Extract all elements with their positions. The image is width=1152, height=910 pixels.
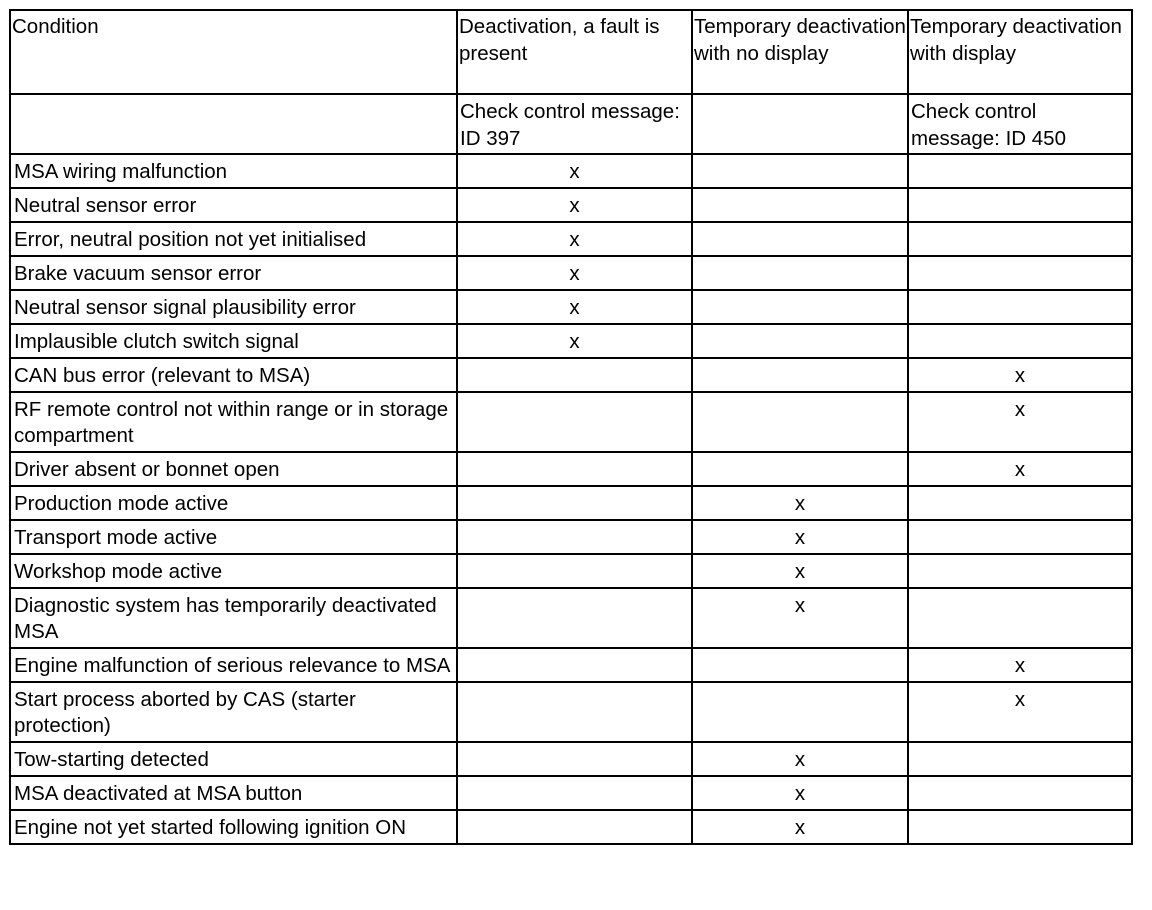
row-fault-present-mark: x: [457, 324, 692, 358]
row-fault-present-mark: [457, 648, 692, 682]
row-condition: Engine not yet started following ignition ON: [10, 810, 457, 844]
row-temporary-with-display-mark: [908, 222, 1132, 256]
row-temporary-no-display-mark: x: [692, 810, 908, 844]
row-fault-present-mark: [457, 742, 692, 776]
table-row: [10, 452, 1132, 486]
row-condition: Brake vacuum sensor error: [10, 256, 457, 290]
header-temporary-with-display: Temporary deactivation with display: [908, 10, 1132, 94]
row-condition: Neutral sensor signal plausibility error: [10, 290, 457, 324]
row-temporary-no-display-mark: [692, 188, 908, 222]
row-temporary-with-display-mark: [908, 188, 1132, 222]
row-temporary-no-display-mark: [692, 452, 908, 486]
row-temporary-with-display-mark: [908, 324, 1132, 358]
row-temporary-with-display-mark: [908, 486, 1132, 520]
row-temporary-no-display-mark: x: [692, 776, 908, 810]
row-condition: Error, neutral position not yet initialised: [10, 222, 457, 256]
table-row: [10, 188, 1132, 222]
row-fault-present-mark: x: [457, 256, 692, 290]
row-temporary-with-display-mark: [908, 290, 1132, 324]
row-fault-present-mark: x: [457, 154, 692, 188]
row-condition: Diagnostic system has temporarily deactivated MSA: [10, 588, 457, 648]
row-temporary-with-display-mark: [908, 520, 1132, 554]
row-temporary-no-display-mark: [692, 648, 908, 682]
table-row: [10, 256, 1132, 290]
row-temporary-with-display-mark: x: [908, 648, 1132, 682]
row-condition: CAN bus error (relevant to MSA): [10, 358, 457, 392]
row-condition: RF remote control not within range or in storage compartment: [10, 392, 457, 452]
row-temporary-no-display-mark: [692, 222, 908, 256]
row-condition: Start process aborted by CAS (starter protection): [10, 682, 457, 742]
row-fault-present-mark: [457, 776, 692, 810]
subheader-temporary-no-display: [692, 94, 908, 154]
row-temporary-with-display-mark: [908, 742, 1132, 776]
table-row: [10, 648, 1132, 682]
row-temporary-no-display-mark: x: [692, 520, 908, 554]
row-condition: Driver absent or bonnet open: [10, 452, 457, 486]
row-temporary-no-display-mark: [692, 256, 908, 290]
row-temporary-with-display-mark: x: [908, 358, 1132, 392]
row-temporary-no-display-mark: [692, 290, 908, 324]
msa-deactivation-table: [9, 9, 1133, 845]
table-row: [10, 154, 1132, 188]
row-condition: MSA deactivated at MSA button: [10, 776, 457, 810]
table-row: [10, 290, 1132, 324]
row-temporary-no-display-mark: [692, 682, 908, 742]
table-row: [10, 392, 1132, 452]
table-body: [10, 10, 1132, 844]
row-temporary-with-display-mark: [908, 588, 1132, 648]
subheader-fault-present: Check control message: ID 397: [457, 94, 692, 154]
subheader-temporary-with-display: Check control message: ID 450: [908, 94, 1132, 154]
row-condition: Production mode active: [10, 486, 457, 520]
row-temporary-no-display-mark: x: [692, 486, 908, 520]
table-row: [10, 520, 1132, 554]
table-row: [10, 222, 1132, 256]
row-temporary-no-display-mark: [692, 358, 908, 392]
row-fault-present-mark: x: [457, 188, 692, 222]
table-row: [10, 742, 1132, 776]
row-condition: MSA wiring malfunction: [10, 154, 457, 188]
row-temporary-with-display-mark: [908, 810, 1132, 844]
row-condition: Transport mode active: [10, 520, 457, 554]
row-temporary-with-display-mark: [908, 256, 1132, 290]
table-row: [10, 682, 1132, 742]
subheader-row: [10, 94, 1132, 154]
header-temporary-no-display: Temporary deactivation with no display: [692, 10, 908, 94]
row-fault-present-mark: [457, 486, 692, 520]
table-row: [10, 358, 1132, 392]
row-temporary-with-display-mark: x: [908, 682, 1132, 742]
row-fault-present-mark: x: [457, 290, 692, 324]
row-fault-present-mark: x: [457, 222, 692, 256]
row-temporary-no-display-mark: [692, 324, 908, 358]
row-condition: Tow-starting detected: [10, 742, 457, 776]
table-row: [10, 554, 1132, 588]
row-condition: Neutral sensor error: [10, 188, 457, 222]
row-temporary-with-display-mark: [908, 776, 1132, 810]
row-fault-present-mark: [457, 520, 692, 554]
row-fault-present-mark: [457, 554, 692, 588]
row-condition: Implausible clutch switch signal: [10, 324, 457, 358]
table-row: [10, 486, 1132, 520]
row-fault-present-mark: [457, 810, 692, 844]
row-fault-present-mark: [457, 682, 692, 742]
row-temporary-with-display-mark: [908, 154, 1132, 188]
table-row: [10, 776, 1132, 810]
table-row: [10, 588, 1132, 648]
header-row: [10, 10, 1132, 94]
row-temporary-no-display-mark: x: [692, 742, 908, 776]
row-temporary-no-display-mark: x: [692, 588, 908, 648]
row-condition: Workshop mode active: [10, 554, 457, 588]
table-row: [10, 324, 1132, 358]
table-row: [10, 810, 1132, 844]
row-temporary-with-display-mark: [908, 554, 1132, 588]
row-condition: Engine malfunction of serious relevance to MSA: [10, 648, 457, 682]
row-fault-present-mark: [457, 358, 692, 392]
row-fault-present-mark: [457, 392, 692, 452]
row-fault-present-mark: [457, 452, 692, 486]
subheader-condition: [10, 94, 457, 154]
row-fault-present-mark: [457, 588, 692, 648]
row-temporary-with-display-mark: x: [908, 452, 1132, 486]
row-temporary-no-display-mark: x: [692, 554, 908, 588]
row-temporary-with-display-mark: x: [908, 392, 1132, 452]
header-condition: Condition: [10, 10, 457, 94]
row-temporary-no-display-mark: [692, 154, 908, 188]
row-temporary-no-display-mark: [692, 392, 908, 452]
header-fault-present: Deactivation, a fault is present: [457, 10, 692, 94]
